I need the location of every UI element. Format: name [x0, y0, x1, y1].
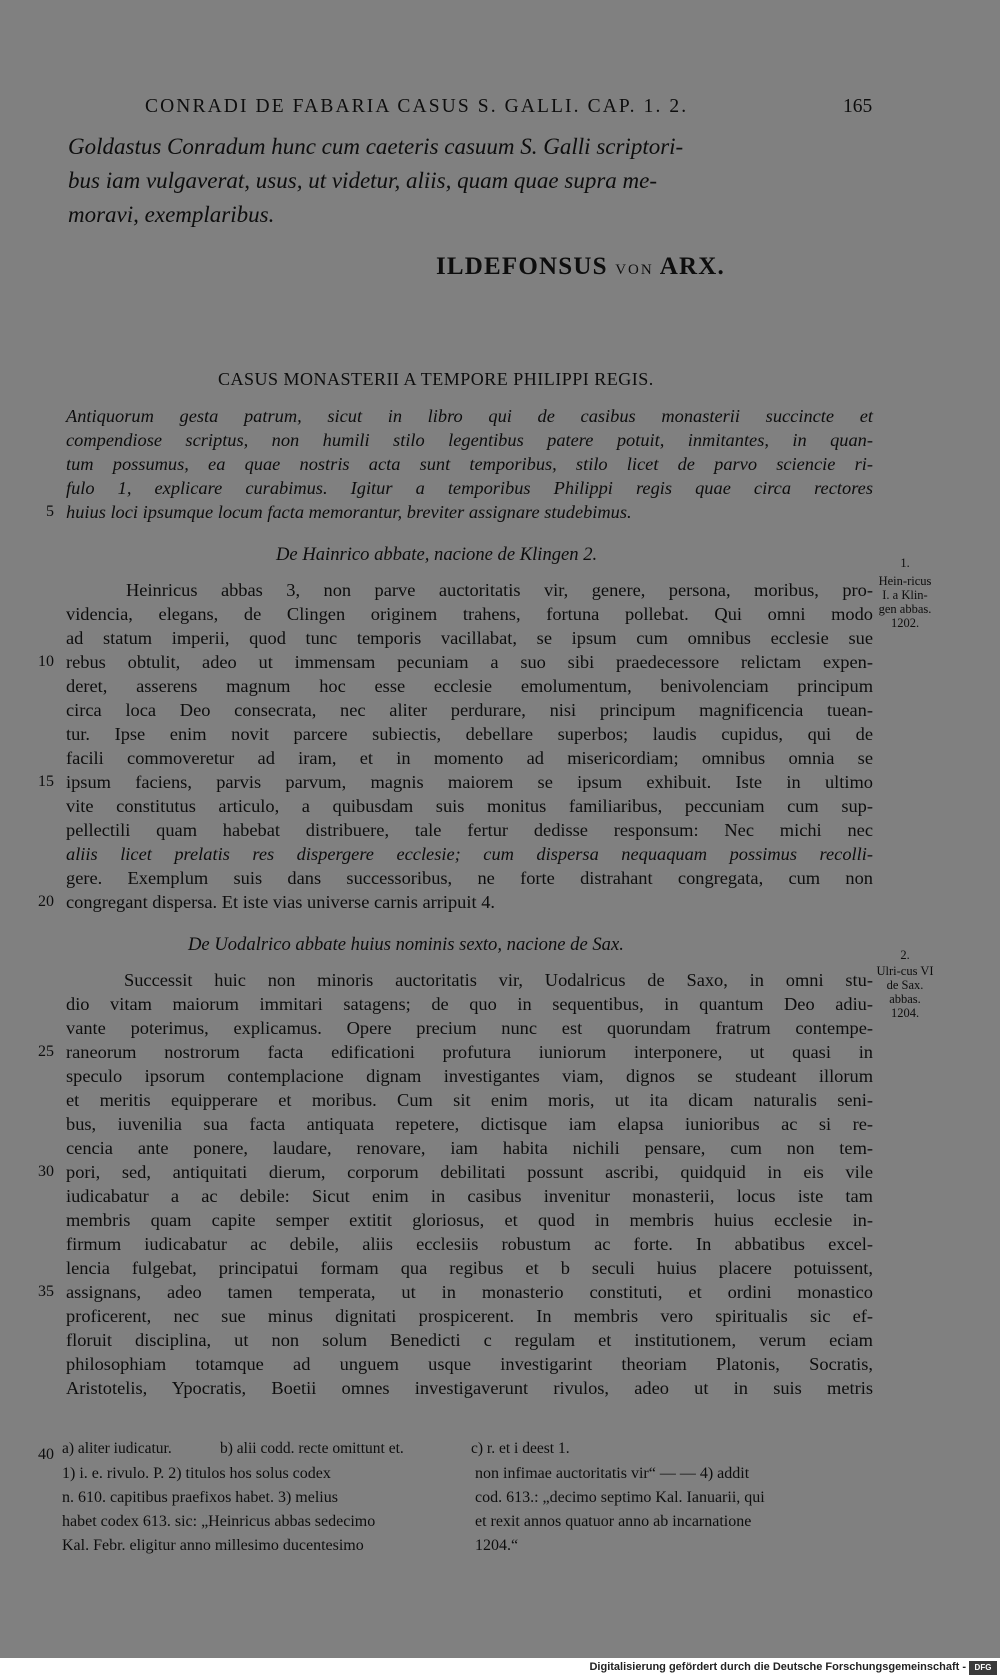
intro-line-2: bus iam vulgaverat, usus, ut videtur, aliis, quam quae supra me- — [68, 168, 658, 193]
body-line: Aristotelis, Ypocratis, Boetii omnes investigaverunt rivulos, adeo ut in suis metris — [66, 1378, 873, 1398]
prologue-line: fulo 1, explicare curabimus. Igitur a temporibus Philippi regis quae circa rectores — [66, 478, 873, 498]
line-number: 25 — [38, 1043, 54, 1060]
body-line: facili commoveretur ad iram, et in momento ad misericordiam; omnibus omnia se — [66, 748, 873, 768]
body-line: assignans, adeo tamen temperata, ut in monasterio constituti, et ordini monastico — [66, 1282, 873, 1302]
line-number: 20 — [38, 893, 54, 910]
signature-von: VON — [615, 262, 654, 278]
intro-line-3: moravi, exemplaribus. — [68, 202, 275, 227]
body-line: vante poterimus, explicamus. Opere precium nunc est quorundam fratrum contempe- — [66, 1018, 873, 1038]
body-line: ipsum faciens, parvis parvum, magnis maiorem se ipsum exhibuit. Iste in ultimo — [66, 772, 873, 792]
margin-number-1: 1. — [900, 556, 910, 570]
body-line: speculo ipsorum contemplacione dignam investigantes viam, dignos se studeant illorum — [66, 1066, 873, 1086]
body-line: dio vitam maiorum immitari satagens; de quo in sequentibus, in quantum Deo adiu- — [66, 994, 873, 1014]
margin-note-uodalricus: Ulri-cus VI de Sax. abbas. 1204. — [876, 964, 934, 1020]
footnote-line: 1) i. e. rivulo. P. 2) titulos hos solus codex — [62, 1465, 331, 1482]
footnote-line: cod. 613.: „decimo septimo Kal. Ianuarii, qui — [475, 1489, 765, 1506]
body-line: bus, iuvenilia sua facta antiquata repetere, dictisque iam elapsa iunioribus ac si re- — [66, 1114, 873, 1134]
body-line: ad statum imperii, quod tunc temporis vacillabat, se ipsum cum omnibus ecclesie sue — [66, 628, 873, 648]
footnote-line: non infimae auctoritatis vir“ — — 4) addit — [475, 1465, 750, 1482]
body-line: philosophiam totamque ad unguem usque investigarint theoriam Platonis, Socratis, — [66, 1354, 873, 1374]
body-line: congregant dispersa. Et iste vias universe carnis arripuit 4. — [66, 892, 495, 912]
prologue-line: compendiose scriptus, non humili stilo legentibus patere potuit, inmitantes, in quan- — [66, 430, 873, 450]
signature-name: ILDEFONSUS — [436, 253, 608, 280]
footnote-line: Kal. Febr. eligitur anno millesimo ducentesimo — [62, 1537, 364, 1554]
margin-number-2: 2. — [900, 948, 910, 962]
body-line: Heinricus abbas 3, non parve auctoritatis vir, genere, persona, moribus, pro- — [126, 580, 873, 600]
prologue-line: tum possumus, ea quae nostris acta sunt temporibus, stilo licet de parvo sciencie ri- — [66, 454, 873, 474]
line-number: 40 — [38, 1446, 54, 1463]
body-line: lencia fulgebat, principatui formam qua regibus et b seculi huius placere potuissent, — [66, 1258, 873, 1278]
footnote-line: 1204.“ — [475, 1537, 519, 1554]
margin-note-heinricus: Hein-ricus I. a Klin-gen abbas. 1202. — [878, 574, 932, 630]
page-number: 165 — [843, 96, 873, 117]
body-line: circa loca Deo consecrata, nec aliter perdurare, nisi principum magnificencia tuean- — [66, 700, 873, 720]
dfg-credit-text: Digitalisierung gefördert durch die Deutsche Forschungsgemeinschaft - — [589, 1661, 966, 1673]
body-line: pellectili quam habebat distribuere, tale fertur dedisse responsum: Nec michi nec — [66, 820, 873, 840]
line-number: 10 — [38, 653, 54, 670]
variant-note-b: b) alii codd. recte omittunt et. — [220, 1440, 404, 1457]
body-line: aliis licet prelatis res dispergere ecclesie; cum dispersa nequaquam possimus recolli- — [66, 844, 873, 864]
chapter-title: CASUS MONASTERII A TEMPORE PHILIPPI REGIS. — [218, 369, 654, 389]
line-number: 5 — [46, 503, 54, 520]
body-line: tur. Ipse enim novit parcere subiectis, debellare superbos; laudis cupidus, qui de — [66, 724, 873, 744]
variant-note-a: a) aliter iudicatur. — [62, 1440, 172, 1457]
line-number: 30 — [38, 1163, 54, 1180]
body-line: pori, sed, antiquitati dierum, corporum debilitati possunt ascribi, quidquid in eis vile — [66, 1162, 873, 1182]
section-heading-hainrico: De Hainrico abbate, nacione de Klingen 2. — [276, 544, 598, 565]
prologue-line: Antiquorum gesta patrum, sicut in libro qui de casibus monasterii succincte et — [66, 406, 873, 426]
body-line: membris quam capite semper extitit gloriosus, et quod in membris huius ecclesie in- — [66, 1210, 873, 1230]
body-line: Successit huic non minoris auctoritatis vir, Uodalricus de Saxo, in omni stu- — [124, 970, 873, 990]
signature-surname: ARX. — [659, 253, 726, 280]
footnote-line: et rexit annos quatuor anno ab incarnatione — [475, 1513, 752, 1530]
running-title: CONRADI DE FABARIA CASUS S. GALLI. CAP. 1. 2. — [145, 96, 689, 117]
variant-note-c: c) r. et i deest 1. — [471, 1440, 570, 1457]
prologue-line: huius loci ipsumque locum facta memorantur, breviter assignare studebimus. — [66, 502, 632, 522]
body-line: raneorum nostrorum facta edificationi profutura iuniorum interponere, ut quasi in — [66, 1042, 873, 1062]
body-line: gere. Exemplum suis dans successoribus, ne forte distrahant congregata, cum non — [66, 868, 873, 888]
body-line: videncia, elegans, de Clingen originem trahens, fortuna pollebat. Qui omni modo — [66, 604, 873, 624]
section-heading-uodalrico: De Uodalrico abbate huius nominis sexto, nacione de Sax. — [188, 934, 624, 955]
line-number: 35 — [38, 1283, 54, 1300]
dfg-logo: DFG — [969, 1661, 997, 1675]
body-line: iudicabatur a ac debile: Sicut enim in casibus invenitur monasterii, locus iste tam — [66, 1186, 873, 1206]
body-line: deret, asserens magnum hoc esse ecclesie emolumentum, benivolenciam principum — [66, 676, 873, 696]
body-line: cencia ante ponere, laudare, renovare, iam habita nichili pensare, cum non tem- — [66, 1138, 873, 1158]
body-line: vite constitutus articulo, a quibusdam suis monitus familiaribus, peccuniam cum sup- — [66, 796, 873, 816]
line-number: 15 — [38, 773, 54, 790]
footnote-line: n. 610. capitibus praefixos habet. 3) melius — [62, 1489, 338, 1506]
body-line: rebus obtulit, adeo ut immensam pecuniam a suo sibi praedecessore relictam expen- — [66, 652, 873, 672]
editor-signature — [436, 253, 725, 281]
body-line: firmum iudicabatur ac debile, aliis ecclesiis robustum ac forte. In abbatibus excel- — [66, 1234, 873, 1254]
body-line: et meritis equipperare et moribus. Cum sit enim moris, ut ita dicam naturalis seni- — [66, 1090, 873, 1110]
intro-line-1: Goldastus Conradum hunc cum caeteris casuum S. Galli scriptori- — [68, 134, 684, 159]
body-line: floruit disciplina, ut non solum Benedicti c regulam et institutionem, verum eciam — [66, 1330, 873, 1350]
body-line: proficerent, nec sue minus dignitati prospicerent. In membris vero spiritualis sic ef- — [66, 1306, 873, 1326]
footnote-line: habet codex 613. sic: „Heinricus abbas sedecimo — [62, 1513, 376, 1530]
